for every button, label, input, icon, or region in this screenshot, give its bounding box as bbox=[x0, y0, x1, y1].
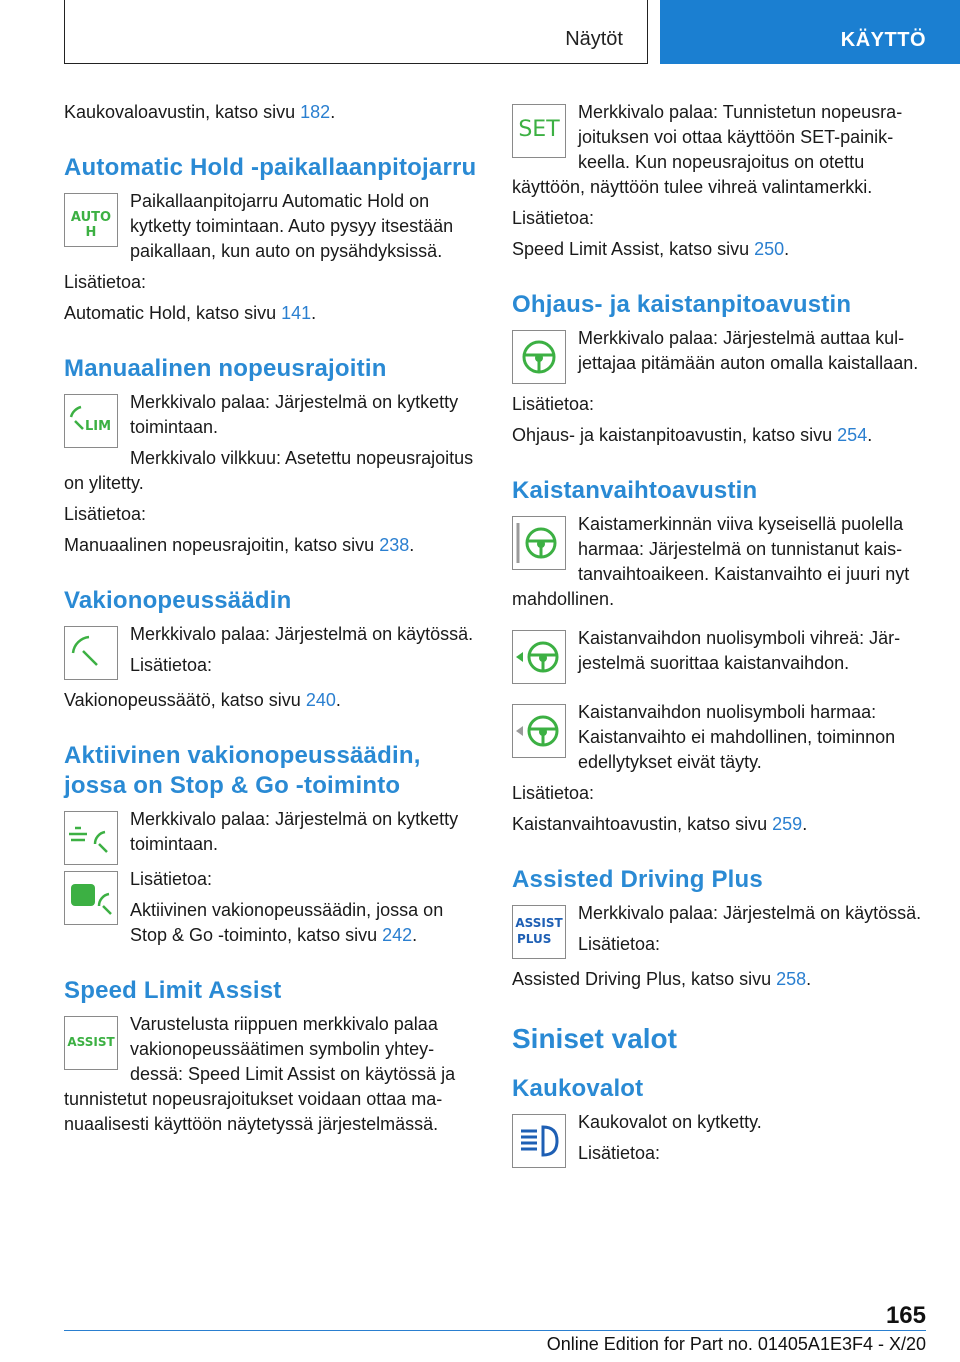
assisted-plus-icon bbox=[512, 905, 566, 959]
lane-change-text-1: Kaistamerkinnän viiva kyseisellä puolella harmaa: Järjestelmä on tunnistanut kaistanvaihtoaikeen. Kaistanvaihto ei juuri nyt mahdollinen. bbox=[512, 514, 910, 609]
assisted-plus-icon-text-1: ASSIST bbox=[515, 916, 563, 930]
auto-hold-icon bbox=[64, 193, 118, 247]
header-chapter-tab bbox=[660, 0, 960, 64]
auto-hold-icon-text: AUTO H bbox=[70, 210, 112, 240]
lane-change-text-3: Kaistanvaihdon nuolisymboli harmaa: Kaistanvaihto ei mahdollinen, toiminnon edellytykset eivät täyty. bbox=[578, 702, 896, 772]
high-beam-text: Kaukovalot on kytketty. bbox=[578, 1112, 762, 1132]
page-link[interactable]: 254 bbox=[837, 425, 868, 445]
limiter-icon-text: LIM bbox=[85, 419, 112, 434]
cruise-heading: Vakionopeussäädin bbox=[64, 587, 292, 614]
lane-change-block-1 bbox=[512, 512, 928, 612]
steering-text: Merkkivalo palaa: Järjestelmä auttaa kuljettajaa pitämään auton omalla kaistallaan. bbox=[578, 328, 919, 373]
lane-change-green-arrow-icon bbox=[512, 630, 566, 684]
cruise-ref: Vakionopeussäätö, katso sivu 240. bbox=[64, 690, 341, 710]
cruise-text: Merkkivalo palaa: Järjestelmä on käytössä. bbox=[130, 624, 474, 644]
more-info-label: Lisätietoa: bbox=[130, 655, 213, 675]
manual-limiter-heading: Manuaalinen nopeusrajoitin bbox=[64, 355, 387, 382]
page-link[interactable]: 259 bbox=[772, 814, 803, 834]
set-block bbox=[512, 100, 928, 200]
more-info-label: Lisätietoa: bbox=[512, 394, 595, 414]
assisted-plus-ref: Assisted Driving Plus, katso sivu 258. bbox=[512, 969, 812, 989]
lane-change-gray-line-icon bbox=[512, 516, 566, 570]
speed-limit-assist-icon bbox=[64, 1016, 118, 1070]
page-link[interactable]: 240 bbox=[305, 690, 336, 710]
limiter-text-2: Merkkivalo vilkkuu: Asetettu nopeusrajoitus on ylitetty. bbox=[64, 448, 474, 493]
lane-change-heading: Kaistanvaihtoavustin bbox=[512, 477, 758, 504]
more-info-label: Lisätietoa: bbox=[64, 272, 147, 292]
high-beam-icon bbox=[512, 1114, 566, 1168]
footer-divider bbox=[64, 1330, 926, 1331]
blue-lights-heading: Siniset valot bbox=[512, 1023, 677, 1054]
more-info-label: Lisätietoa: bbox=[578, 934, 661, 954]
page-link[interactable]: 250 bbox=[754, 239, 785, 259]
high-beam-block bbox=[512, 1110, 928, 1170]
left-column bbox=[64, 100, 480, 1137]
cruise-block bbox=[64, 622, 480, 682]
set-ref: Speed Limit Assist, katso sivu 250. bbox=[512, 239, 790, 259]
page-link[interactable]: 242 bbox=[382, 925, 413, 945]
active-cruise-heading: Aktiivinen vakionopeussäädin, jossa on Stop & Go -toiminto bbox=[64, 742, 421, 799]
intro-paragraph: Kaukovaloavustin, katso sivu 182. bbox=[64, 102, 336, 122]
page-link[interactable]: 258 bbox=[776, 969, 807, 989]
limiter-ref: Manuaalinen nopeusrajoitin, katso sivu 238. bbox=[64, 535, 415, 555]
lane-change-block-2 bbox=[512, 626, 928, 686]
assist-icon-text: ASSIST bbox=[67, 1035, 115, 1049]
speed-limit-block bbox=[64, 1012, 480, 1137]
more-info-label: Lisätietoa: bbox=[512, 208, 595, 228]
right-column bbox=[512, 100, 928, 1170]
header-section-label: Näytöt bbox=[565, 28, 623, 50]
cruise-control-icon bbox=[64, 626, 118, 680]
manual-limiter-block bbox=[64, 390, 480, 496]
active-cruise-ref: Aktiivinen vakionopeussäädin, jossa on Stop & Go -toiminto, katso sivu 242. bbox=[130, 900, 444, 945]
page-link[interactable]: 238 bbox=[379, 535, 410, 555]
more-info-label: Lisätietoa: bbox=[64, 504, 147, 524]
lane-change-ref: Kaistanvaihtoavustin, katso sivu 259. bbox=[512, 814, 808, 834]
more-info-label: Lisätietoa: bbox=[512, 783, 595, 803]
header-section-box bbox=[64, 0, 648, 64]
lane-change-gray-arrow-icon bbox=[512, 704, 566, 758]
assisted-plus-icon-text-2: PLUS bbox=[517, 932, 552, 946]
steering-wheel-icon bbox=[512, 330, 566, 384]
footer-edition: Online Edition for Part no. 01405A1E3F4 - X/20 bbox=[546, 1334, 926, 1354]
assisted-plus-text: Merkkivalo palaa: Järjestelmä on käytössä. bbox=[578, 903, 922, 923]
auto-hold-heading: Automatic Hold -paikallaanpitojarru bbox=[64, 154, 477, 181]
auto-hold-text: Paikallaanpitojarru Automatic Hold on kytketty toimintaan. Auto pysyy itsestään paikallaan, kun auto on pysähdyksissä. bbox=[130, 191, 454, 261]
lane-change-text-2: Kaistanvaihdon nuolisymboli vihreä: Järjestelmä suorittaa kaistanvaihdon. bbox=[578, 628, 901, 673]
assisted-plus-heading: Assisted Driving Plus bbox=[512, 866, 763, 893]
auto-hold-ref: Automatic Hold, katso sivu 141. bbox=[64, 303, 317, 323]
high-beam-heading: Kaukovalot bbox=[512, 1075, 644, 1102]
page-link[interactable]: 182 bbox=[300, 102, 331, 122]
steering-block bbox=[512, 326, 928, 386]
speed-limit-text: Varustelusta riippuen merkkivalo palaa vakionopeussäätimen symbolin yhteydessä: Speed Limit Assist on käytössä ja tunnistetut nopeusrajoitukset voidaan ottaa manuaalisesti käyttöön näytetyssä järjestelmässä. bbox=[64, 1014, 456, 1134]
active-cruise-icon bbox=[64, 811, 118, 865]
limiter-text-1: Merkkivalo palaa: Järjestelmä on kytketty toimintaan. bbox=[130, 392, 459, 437]
steering-heading: Ohjaus- ja kaistanpitoavustin bbox=[512, 291, 852, 318]
active-cruise-block bbox=[64, 807, 480, 867]
active-cruise-text: Merkkivalo palaa: Järjestelmä on kytketty toimintaan. bbox=[130, 809, 459, 854]
set-icon bbox=[512, 104, 566, 158]
active-cruise-stopgo-icon bbox=[64, 871, 118, 925]
page-number: 165 bbox=[885, 1302, 926, 1329]
more-info-label: Lisätietoa: bbox=[130, 869, 213, 889]
lane-change-block-3 bbox=[512, 700, 928, 775]
more-info-label: Lisätietoa: bbox=[578, 1143, 661, 1163]
header-chapter-label: KÄYTTÖ bbox=[840, 29, 926, 51]
page-link[interactable]: 141 bbox=[281, 303, 312, 323]
active-cruise-block-2 bbox=[64, 867, 480, 948]
set-text: Merkkivalo palaa: Tunnistetun nopeusrajoituksen voi ottaa käyttöön SET-painikkeella. Kun nopeusrajoitus on otettu käyttöön, näyttöön tulee vihreä valintamerkki. bbox=[512, 102, 903, 197]
assisted-plus-block bbox=[512, 901, 928, 961]
set-icon-text: SET bbox=[518, 117, 560, 142]
steering-ref: Ohjaus- ja kaistanpitoavustin, katso sivu 254. bbox=[512, 425, 873, 445]
speed-limit-heading: Speed Limit Assist bbox=[64, 977, 282, 1004]
auto-hold-block bbox=[64, 189, 480, 264]
speed-limiter-icon bbox=[64, 394, 118, 448]
